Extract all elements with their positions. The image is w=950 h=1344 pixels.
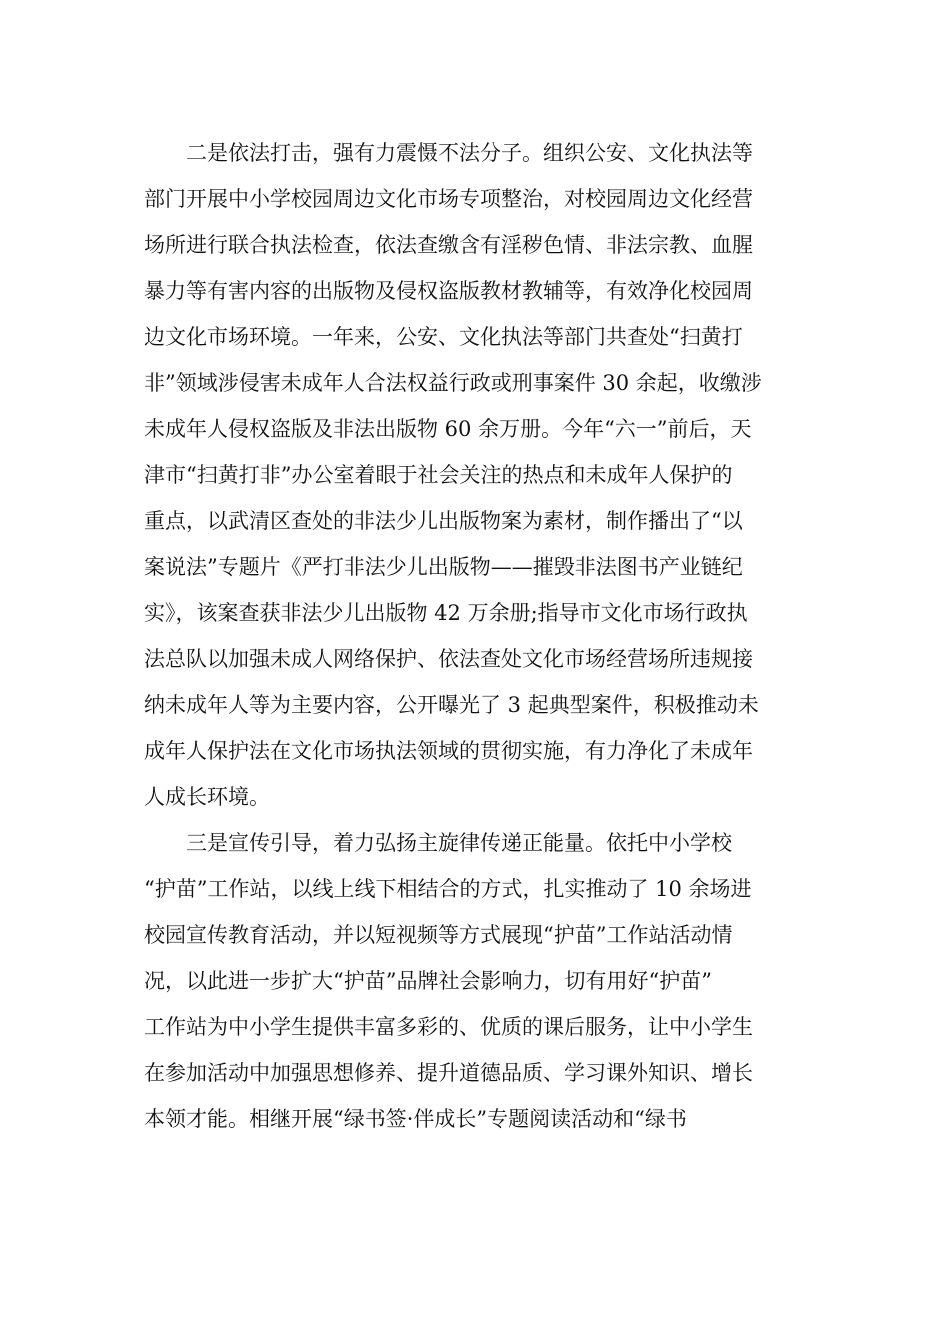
paragraph-2 [144,820,804,1142]
text-line: 工作站为中小学生提供丰富多彩的、优质的课后服务，让中小学生 [144,1015,753,1039]
text-line: 在参加活动中加强思想修养、提升道德品质、学习课外知识、增长 [144,1061,753,1085]
text-line: 边文化市场环境。一年来，公安、文化执法等部门共查处“扫黄打 [144,325,743,349]
text-line: 津市“扫黄打非”办公室着眼于社会关注的热点和未成年人保护的 [144,463,733,487]
text-line: 暴力等有害内容的出版物及侵权盗版教材教辅等，有效净化校园周 [144,279,753,303]
paragraph-1 [144,130,804,820]
text-line: 校园宣传教育活动，并以短视频等方式展现“护苗”工作站活动情 [144,923,733,947]
text-line: 案说法”专题片《严打非法少儿出版物——摧毁非法图书产业链纪 [144,555,743,579]
document-body [144,130,804,1142]
text-line: “护苗”工作站，以线上线下相结合的方式，扎实推动了 10 余场进 [144,877,752,901]
text-line: 二是依法打击，强有力震慑不法分子。组织公安、文化执法等 [186,141,753,165]
text-line: 部门开展中小学校园周边文化市场专项整治，对校园周边文化经营 [144,187,753,211]
text-line: 纳未成年人等为主要内容，公开曝光了 3 起典型案件，积极推动未 [144,693,759,717]
text-line: 况，以此进一步扩大“护苗”品牌社会影响力，切有用好“护苗” [144,969,712,993]
text-line: 本领才能。相继开展“绿书签·伴成长”专题阅读活动和“绿书 [144,1107,687,1131]
text-line: 法总队以加强未成人网络保护、依法查处文化市场经营场所违规接 [144,647,753,671]
text-line: 三是宣传引导，着力弘扬主旋律传递正能量。依托中小学校 [186,831,732,855]
text-line: 场所进行联合执法检查，依法查缴含有淫秽色情、非法宗教、血腥 [144,233,753,257]
text-line: 非”领域涉侵害未成年人合法权益行政或刑事案件 30 余起，收缴涉 [144,371,762,395]
text-line: 人成长环境。 [144,785,270,809]
text-line: 未成年人侵权盗版及非法出版物 60 余万册。今年“六一”前后，天 [144,417,752,441]
text-line: 实》，该案查获非法少儿出版物 42 万余册;指导市文化市场行政执 [144,601,748,625]
text-line: 重点，以武清区查处的非法少儿出版物案为素材，制作播出了“以 [144,509,743,533]
text-line: 成年人保护法在文化市场执法领域的贯彻实施，有力净化了未成年 [144,739,753,763]
